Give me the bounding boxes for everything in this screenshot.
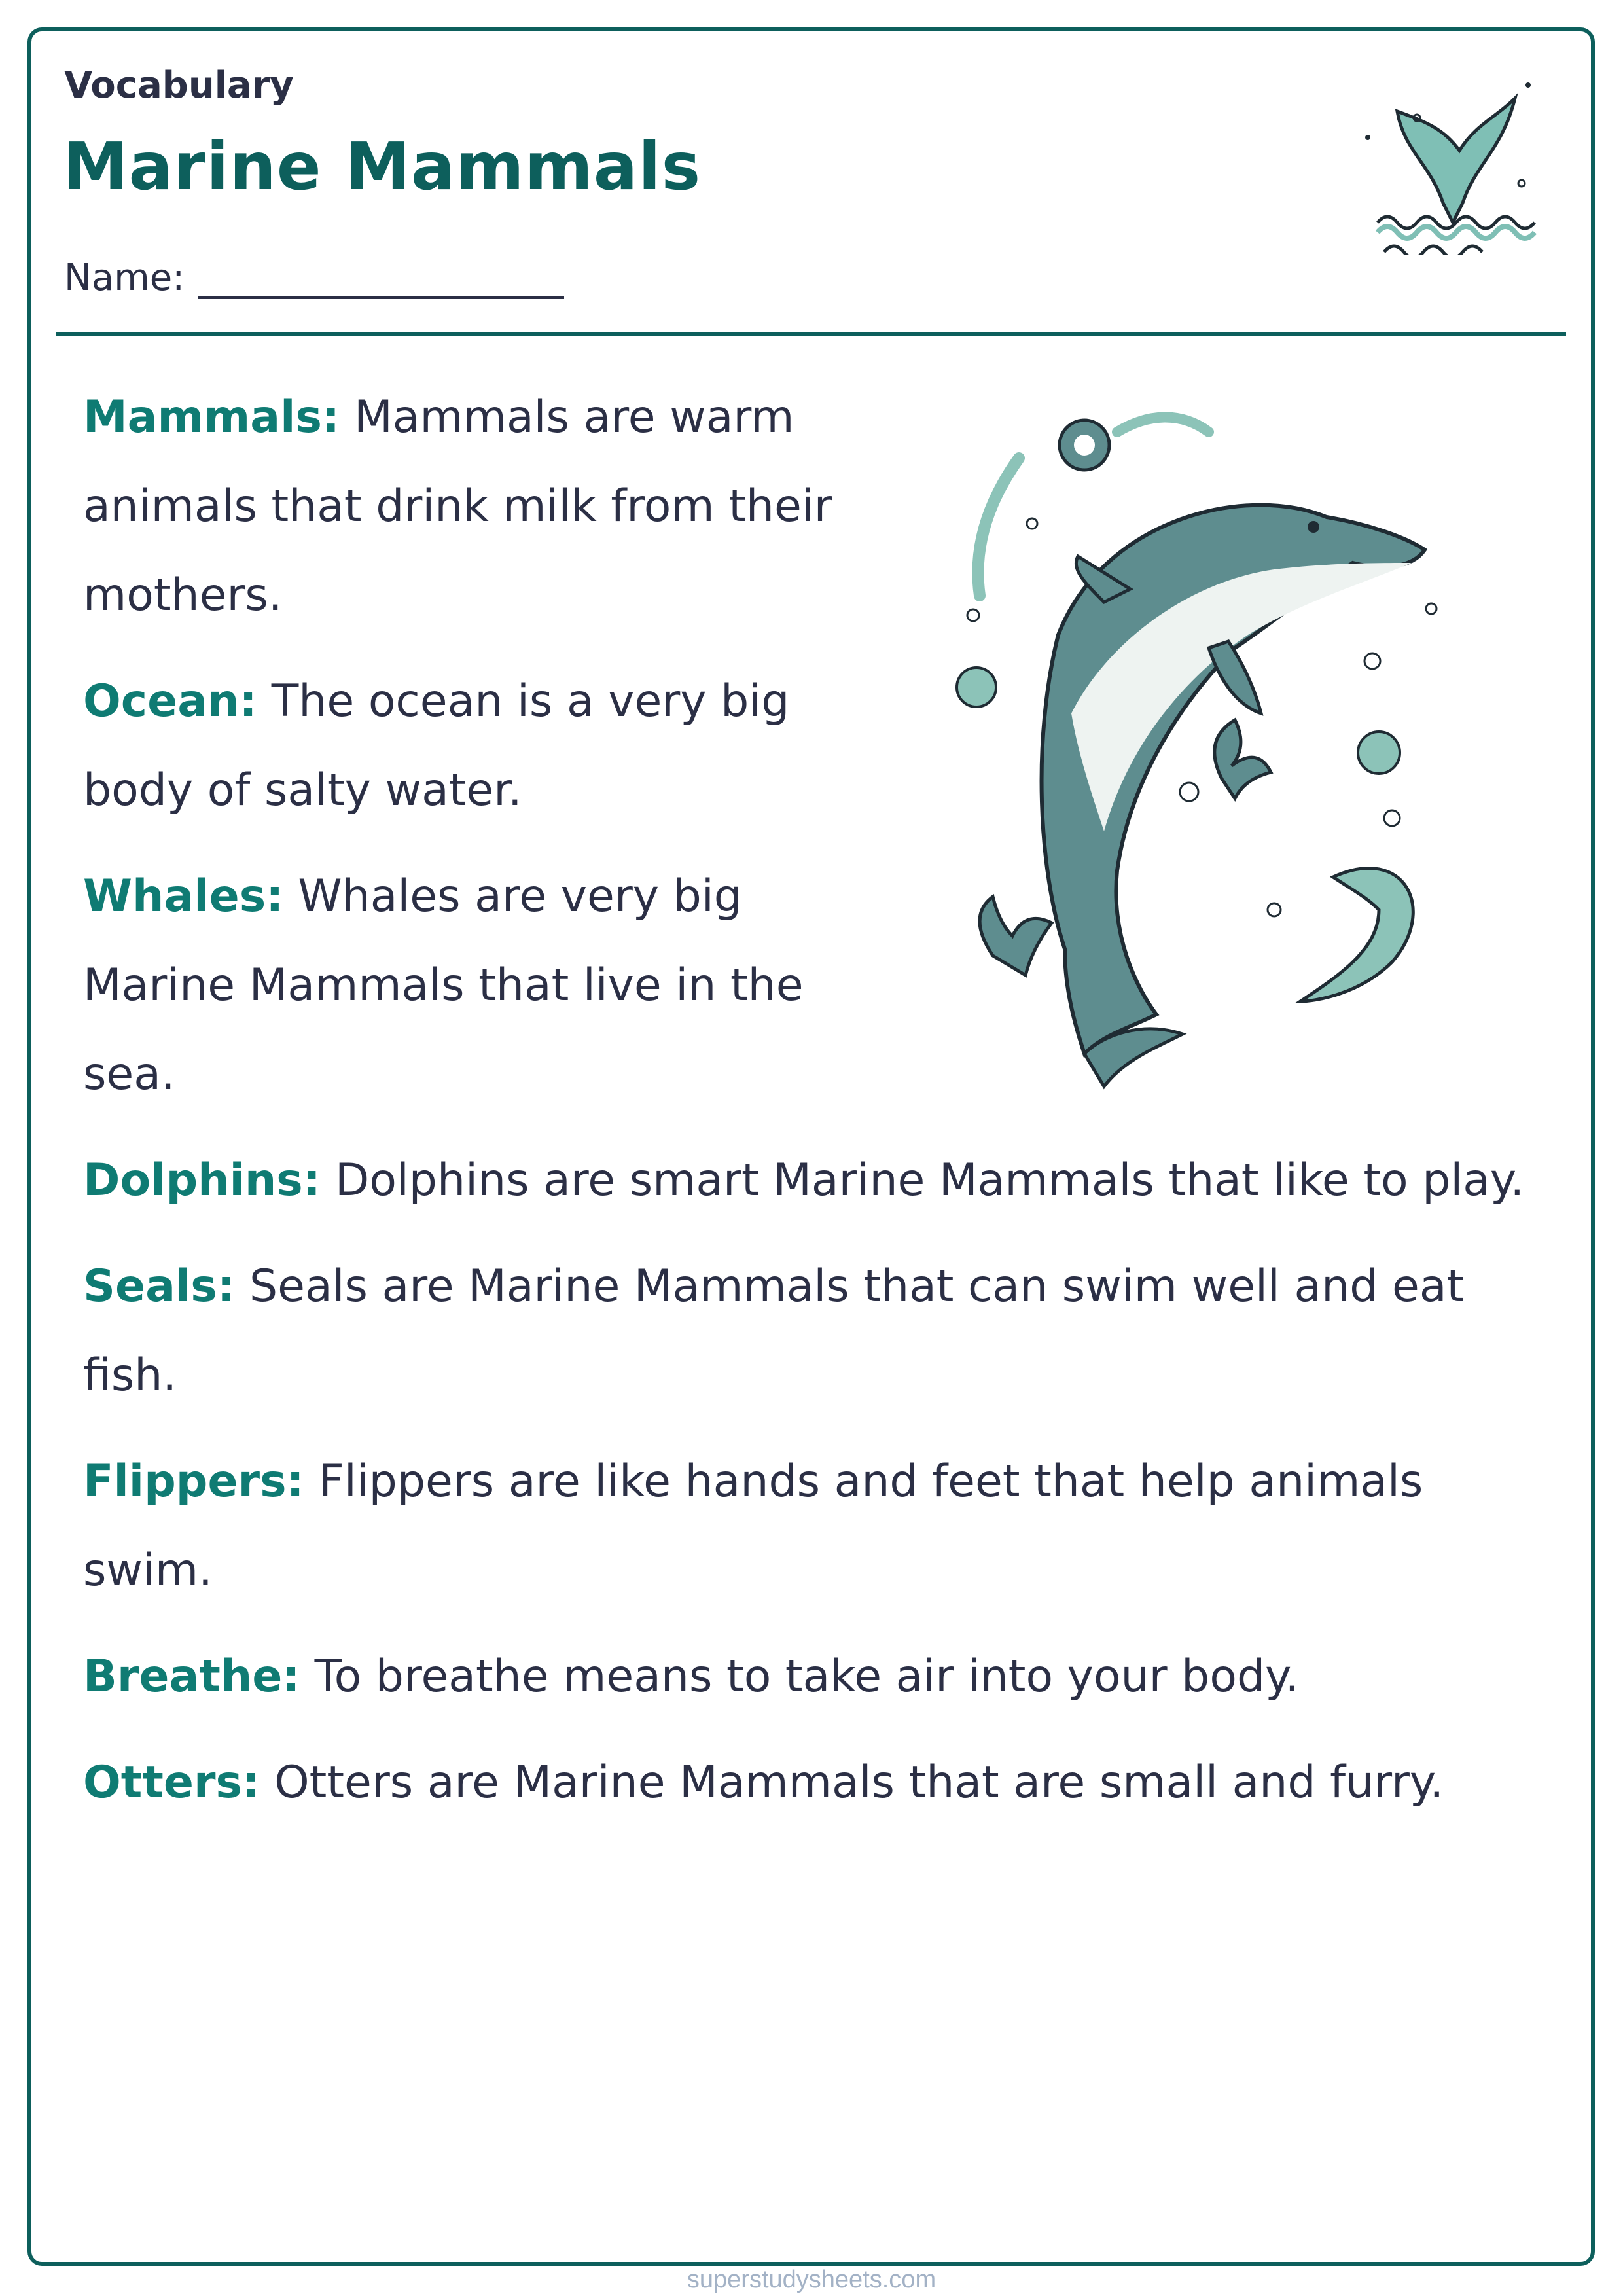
vocab-term: Ocean: — [83, 675, 257, 727]
vocab-entry-otters — [83, 1738, 1536, 1827]
vocab-term: Otters: — [83, 1757, 260, 1808]
name-field — [64, 257, 564, 299]
worksheet-kicker: Vocabulary — [64, 64, 294, 107]
dolphin-illustration — [908, 373, 1536, 1100]
vocab-term: Seals: — [83, 1261, 235, 1312]
vocab-entry-dolphins — [83, 1136, 1536, 1225]
vocab-definition: Seals are Marine Mammals that can swim well and eat fish. — [83, 1261, 1465, 1401]
vocab-definition: To breathe means to take air into your body. — [314, 1651, 1300, 1702]
vocab-definition: Whales are very big Marine Mammals that live in the sea. — [83, 870, 804, 1100]
vocab-definition: Mammals are warm animals that drink milk from their mothers. — [83, 391, 832, 621]
name-label: Name: — [64, 257, 185, 299]
vocab-term: Mammals: — [83, 391, 340, 443]
vocab-term: Dolphins: — [83, 1155, 321, 1206]
footer-website: superstudysheets.com — [687, 2266, 936, 2293]
vocab-entry-seals — [83, 1242, 1536, 1420]
page-title: Marine Mammals — [63, 128, 702, 205]
vocab-entry-breathe — [83, 1632, 1536, 1721]
vocabulary-list — [83, 373, 1536, 1844]
vocab-term: Flippers: — [83, 1456, 304, 1507]
header-divider — [56, 332, 1566, 336]
vocab-term: Whales: — [83, 870, 284, 922]
vocab-definition: Flippers are like hands and feet that help animals swim. — [83, 1456, 1423, 1596]
vocab-definition: Otters are Marine Mammals that are small and furry. — [274, 1757, 1444, 1808]
vocab-definition: Dolphins are smart Marine Mammals that like to play. — [334, 1155, 1525, 1206]
vocab-term: Breathe: — [83, 1651, 300, 1702]
vocab-definition: The ocean is a very big body of salty water. — [83, 675, 790, 816]
name-blank-line[interactable] — [198, 257, 564, 299]
vocab-entry-flippers — [83, 1437, 1536, 1615]
whale-tail-icon — [1364, 72, 1554, 255]
